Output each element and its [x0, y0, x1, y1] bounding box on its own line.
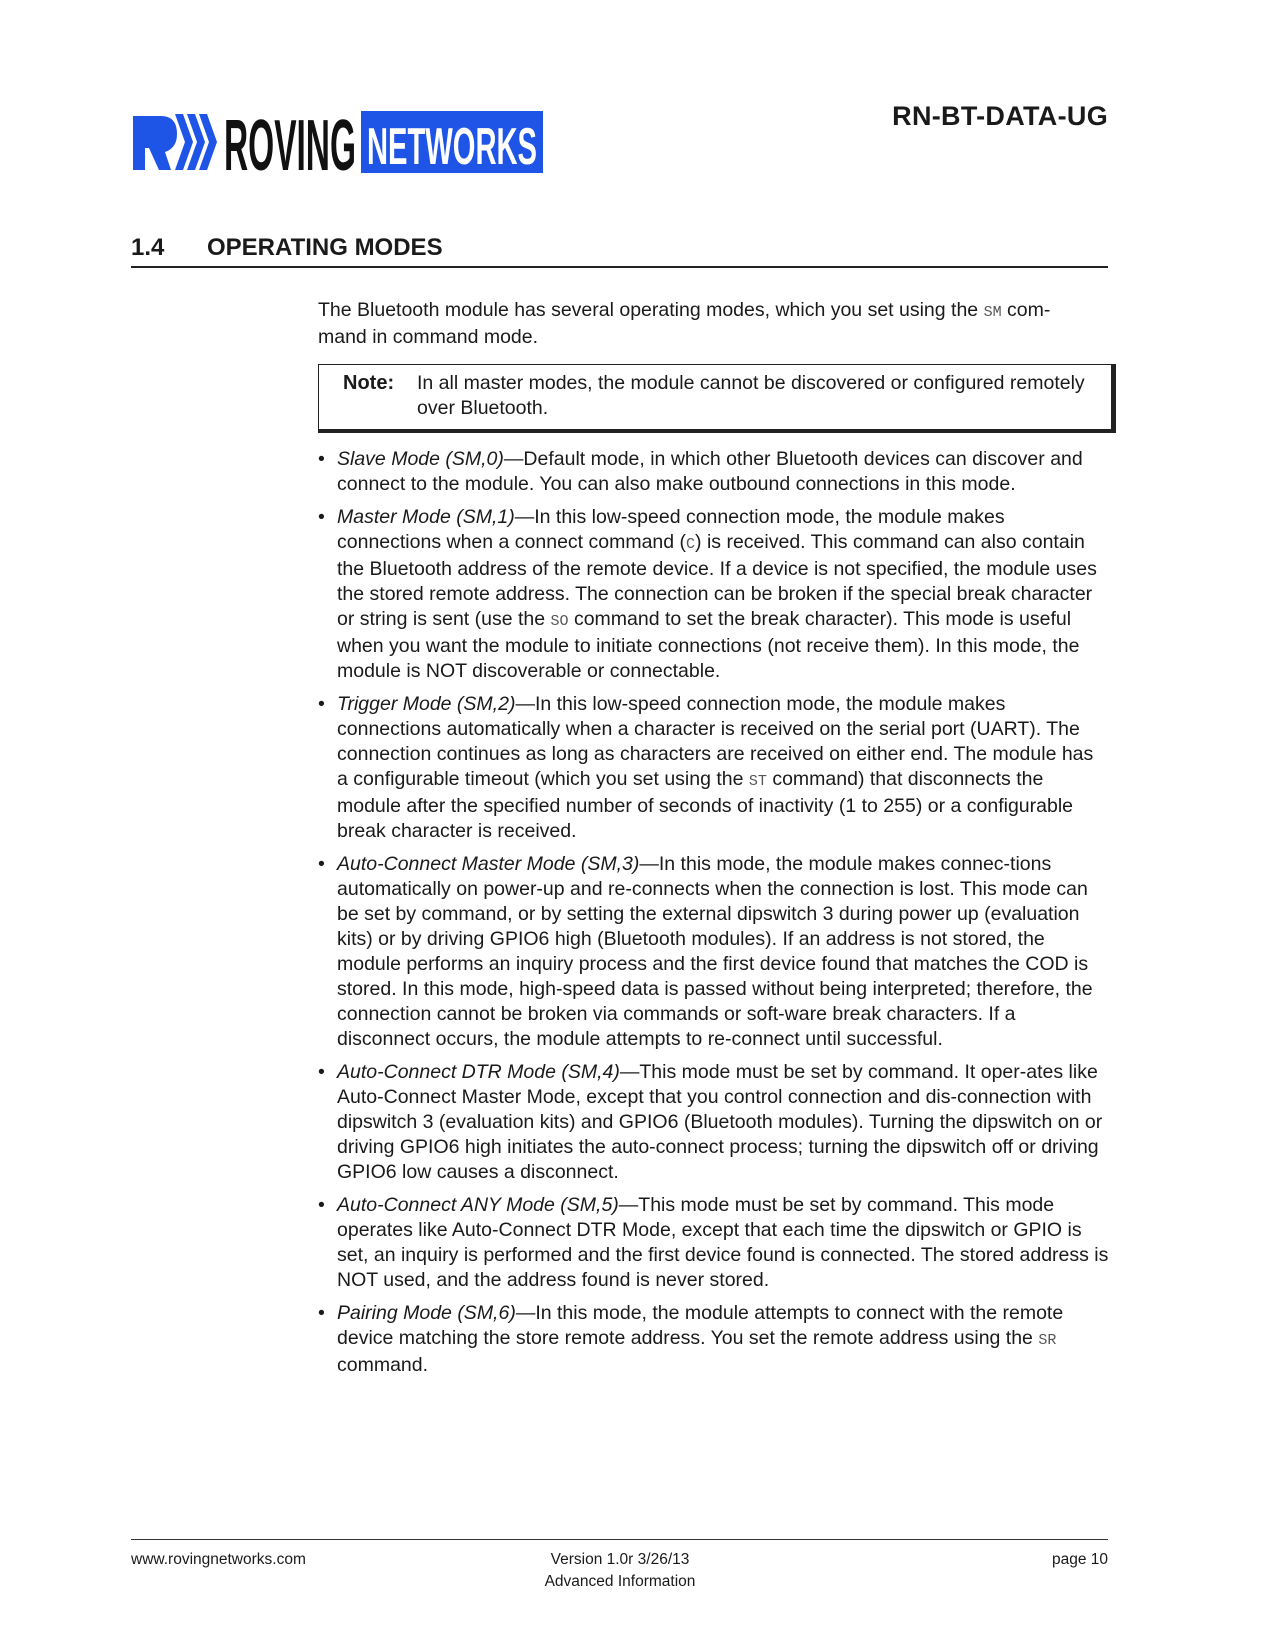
footer-page-number: page 10: [1051, 1551, 1108, 1568]
mode-list-item: [318, 447, 1109, 497]
mode-name: Auto-Connect DTR Mode (SM,4): [337, 1061, 620, 1083]
mode-description: —In this low-speed connection mode, the module makes connections automatically when a character is received on the serial port (UART). The connection continues as long as characters are received on either end. The module has a configurable timeout (which you set using the: [337, 693, 1094, 790]
footer-version: Version 1.0r 3/26/13: [550, 1551, 690, 1568]
mode-list-item: [318, 1060, 1109, 1185]
mode-description: —In this mode, the module makes connec-tions automatically on power-up and re-connects when the connection is lost. This mode can be set by command, or by setting the external dipswitch 3 during power up (evaluation kits) or by driving GPIO6 high (Bluetooth modules). If an address is not stored, the module performs an inquiry process and the first device found that matches the COD is stored. In this mode, high-speed data is passed without being interpreted; therefore, the connection cannot be broken via commands or soft-ware break characters. If a disconnect occurs, the module attempts to re-connect until successful.: [337, 853, 1093, 1050]
mode-list-item: [318, 1301, 1109, 1378]
note-label: Note:: [343, 372, 395, 394]
mode-name: Master Mode (SM,1): [337, 506, 515, 528]
note-box: [318, 364, 1116, 433]
mode-description: command) that disconnects the module after the specified number of seconds of inactivity (1 to 255) or a configurable break character is received.: [337, 768, 1073, 842]
footer-website: www.rovingnetworks.com: [131, 1551, 306, 1568]
mode-list-item: [318, 852, 1109, 1052]
intro-text: The Bluetooth module has several operating modes, which you set using the: [318, 299, 984, 321]
mode-description: —In this mode, the module attempts to connect with the remote device matching the store remote address. You set the remote address using the: [337, 1302, 1064, 1349]
intro-code: SM: [983, 304, 1002, 321]
mode-description: command.: [337, 1354, 429, 1376]
mode-name: Auto-Connect Master Mode (SM,3): [337, 853, 640, 875]
main-content: [318, 298, 1110, 1386]
command-code: C: [686, 536, 696, 553]
footer-divider: [131, 1539, 1108, 1540]
mode-name: Auto-Connect ANY Mode (SM,5): [337, 1194, 619, 1216]
note-text: In all master modes, the module cannot be discovered or configured remotely over Bluetooth.: [417, 372, 1085, 419]
section-title: OPERATING MODES: [207, 234, 443, 261]
command-code: ST: [748, 773, 767, 790]
mode-list-item: [318, 505, 1109, 684]
mode-description: —This mode must be set by command. This mode operates like Auto-Connect DTR Mode, except that each time the dipswitch or GPIO is set, an inquiry is performed and the first device found is connected. The stored address is NOT used, and the address found is never stored.: [337, 1194, 1109, 1291]
mode-list-item: [318, 1193, 1109, 1293]
section-heading: [131, 234, 1108, 268]
intro-text-end: com-mand in command mode.: [318, 299, 1051, 348]
mode-name: Pairing Mode (SM,6): [337, 1302, 516, 1324]
command-code: SR: [1038, 1332, 1057, 1349]
intro-paragraph: [318, 298, 1098, 350]
logo-word-networks: NETWORKS: [367, 118, 537, 176]
roving-networks-logo: [131, 108, 571, 178]
mode-description: —Default mode, in which other Bluetooth devices can discover and connect to the module. You can also make outbound connections in this mode.: [337, 448, 1083, 495]
bullet-icon: •: [318, 448, 325, 470]
bullet-icon: •: [318, 1194, 325, 1216]
mode-list-item: [318, 692, 1109, 844]
mode-description: ) is received. This command can also contain the Bluetooth address of the remote device. If a device is not specified, the module uses the stored remote address. The connection can be broken if the special break character or string is sent (use the: [337, 531, 1097, 630]
bullet-icon: •: [318, 506, 325, 528]
bullet-icon: •: [318, 853, 325, 875]
mode-description: command to set the break character). This mode is useful when you want the module to initiate connections (not receive them). In this mode, the module is NOT discoverable or connectable.: [337, 608, 1080, 682]
mode-name: Slave Mode (SM,0): [337, 448, 504, 470]
bullet-icon: •: [318, 1061, 325, 1083]
mode-description: —In this low-speed connection mode, the module makes connections when a connect command (: [337, 506, 1005, 553]
logo-swoosh-icon: [133, 114, 217, 170]
section-number: 1.4: [131, 234, 165, 261]
operating-modes-list: [318, 447, 1110, 1378]
command-code: SO: [550, 613, 569, 630]
bullet-icon: •: [318, 693, 325, 715]
footer-version-block: [520, 1549, 720, 1593]
footer-status: Advanced Information: [544, 1573, 696, 1590]
logo-word-roving: ROVING: [224, 108, 356, 178]
bullet-icon: •: [318, 1302, 325, 1324]
mode-name: Trigger Mode (SM,2): [337, 693, 516, 715]
mode-description: —This mode must be set by command. It oper-ates like Auto-Connect Master Mode, except that you control connection and dis-connection with dipswitch 3 (evaluation kits) and GPIO6 (Bluetooth modules). Turning the dipswitch on or driving GPIO6 high initiates the auto-connect process; turning the dipswitch off or driving GPIO6 low causes a disconnect.: [337, 1061, 1103, 1183]
document-code: RN-BT-DATA-UG: [892, 101, 1108, 131]
